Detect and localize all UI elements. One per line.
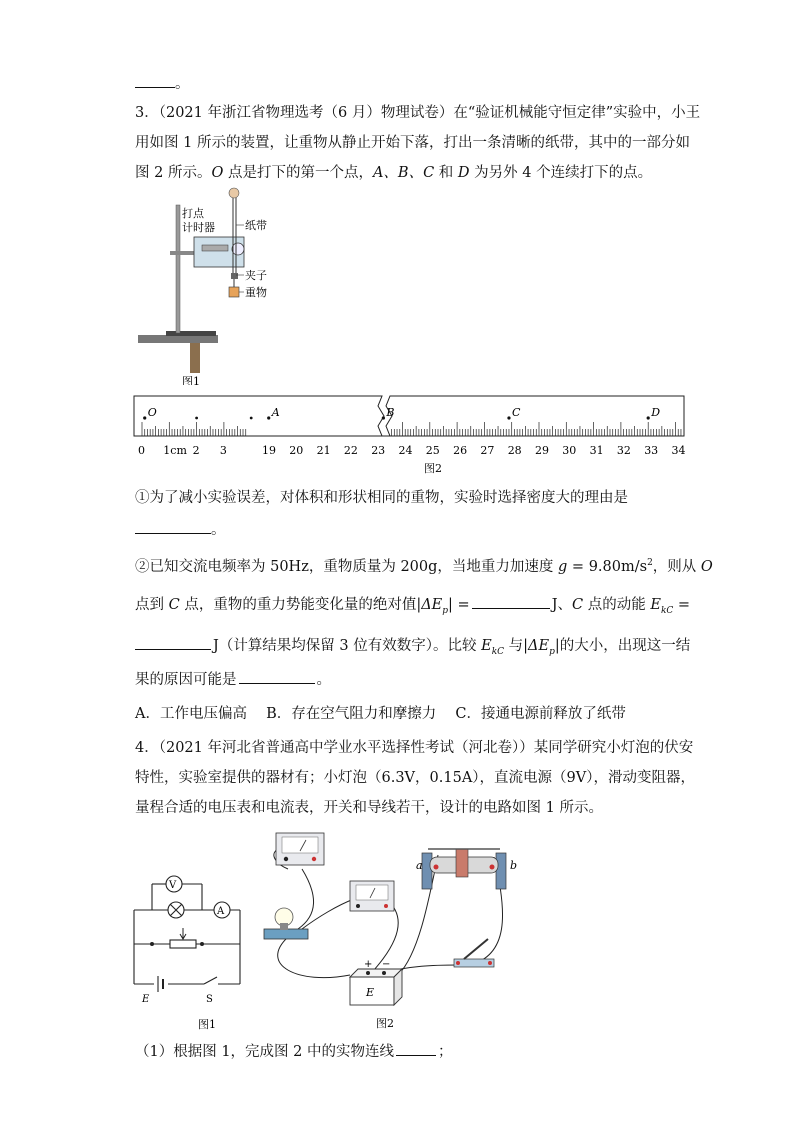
tape-dot bbox=[195, 417, 198, 420]
answer-blank-density[interactable] bbox=[135, 519, 211, 534]
stand-pole bbox=[176, 205, 180, 333]
ruler-label: 32 bbox=[616, 444, 631, 457]
tape-point-label: B bbox=[386, 406, 395, 419]
table-leg bbox=[190, 343, 200, 373]
q3-line-3: 图 2 所示。O 点是打下的第一个点，A、B、C 和 D 为另外 4 个连续打下的点。 bbox=[135, 165, 653, 181]
ruler-label: 33 bbox=[644, 444, 659, 457]
label-tape: 纸带 bbox=[245, 219, 267, 232]
tape-dot bbox=[507, 416, 510, 419]
table-top bbox=[138, 335, 218, 343]
ruler-label: 28 bbox=[507, 444, 522, 457]
ruler-label: 24 bbox=[398, 444, 413, 457]
rheostat-symbol bbox=[170, 940, 196, 948]
q3-figure1-apparatus bbox=[130, 185, 290, 385]
battery-device bbox=[350, 969, 402, 1005]
tape-point-label: A bbox=[271, 406, 280, 419]
q4-line-3: 量程合适的电压表和电流表，开关和导线若干，设计的电路如图 1 所示。 bbox=[135, 800, 603, 816]
voltmeter-device bbox=[276, 833, 324, 865]
tape-points bbox=[143, 406, 660, 420]
rheostat-slider bbox=[180, 928, 186, 939]
q4-sub1-line: （1）根据图 1，完成图 2 中的实物连线 ； bbox=[135, 1040, 453, 1061]
q3-s3-line: 点到 C 点，重物的重力势能变化量的绝对值$|\Delta E_p| = J$、C 点的动能 $E_{kC}$ = bbox=[135, 593, 690, 616]
ruler-label: 22 bbox=[343, 444, 358, 457]
answer-blank-wiring[interactable] bbox=[396, 1041, 436, 1056]
ruler-label: 27 bbox=[480, 444, 495, 457]
lamp-device bbox=[264, 908, 308, 939]
ruler-label: 30 bbox=[562, 444, 577, 457]
q3-line-1: 3．（2021 年浙江省物理选考（6 月）物理试卷）在“验证机械能守恒定律”实验中，小王 bbox=[135, 105, 701, 121]
ruler-label: 2 bbox=[192, 444, 200, 457]
tape-left-piece bbox=[134, 396, 384, 436]
ruler-label: 20 bbox=[289, 444, 304, 457]
clip bbox=[231, 273, 238, 279]
q4-line-2: 特性，实验室提供的器材有；小灯泡（6.3V，0.15A），直流电源（9V），滑动变阻器， bbox=[135, 770, 695, 786]
q3-line-2: 用如图 1 所示的装置，让重物从静止开始下落，打出一条清晰的纸带，其中的一部分如 bbox=[135, 135, 690, 151]
rheostat-end-b: b bbox=[510, 859, 518, 872]
ruler-label: 0 bbox=[138, 444, 145, 457]
timer-coil bbox=[202, 245, 228, 251]
voltmeter-label: V bbox=[169, 880, 177, 891]
q4-figure2-apparatus bbox=[258, 825, 538, 1035]
label-weight: 重物 bbox=[245, 286, 267, 299]
q4-line-1: 4．（2021 年河北省普通高中学业水平选择性考试（河北卷））某同学研究小灯泡的伏安 bbox=[135, 740, 694, 756]
battery-plus: + bbox=[364, 959, 373, 970]
ruler-label: 21 bbox=[316, 444, 331, 457]
tape-point-label: D bbox=[651, 406, 661, 419]
q4-fig1-caption: 图1 bbox=[198, 1018, 216, 1031]
ruler-label: 25 bbox=[425, 444, 440, 457]
label-timer-2: 计时器 bbox=[182, 221, 215, 234]
tape-dot bbox=[267, 416, 270, 419]
ruler-label: 29 bbox=[535, 444, 549, 457]
battery-label: E bbox=[142, 994, 150, 1005]
ammeter-label: A bbox=[217, 906, 225, 917]
tape-point-label: O bbox=[147, 406, 157, 419]
ruler-label: 31 bbox=[589, 444, 604, 457]
tape-point-label: C bbox=[511, 406, 521, 419]
ammeter-device bbox=[350, 881, 394, 911]
tape-dot bbox=[382, 416, 385, 419]
junction bbox=[200, 942, 204, 946]
q3-s4-line: J（计算结果均保留 3 位有效数字）。比较 $E_{kC}$ 与$|\Delta E_p|$的大小，出现这一结 bbox=[135, 634, 690, 657]
q3-figure2-ruler bbox=[128, 392, 690, 476]
battery-gap bbox=[154, 976, 168, 992]
rheostat-device bbox=[422, 849, 506, 889]
q4-figure1-circuit bbox=[128, 868, 258, 1033]
tape-dot bbox=[647, 416, 650, 419]
junction bbox=[150, 942, 154, 946]
q3-choices: A．工作电压偏高 B．存在空气阻力和摩擦力 C．接通电源前释放了纸带 bbox=[135, 706, 626, 722]
label-clip: 夹子 bbox=[245, 269, 267, 282]
rheostat-end-a: a bbox=[416, 859, 423, 872]
hand bbox=[229, 188, 239, 198]
answer-blank-reason[interactable] bbox=[239, 669, 315, 684]
weight bbox=[229, 287, 239, 297]
battery-minus: − bbox=[382, 959, 391, 970]
tape-right-piece bbox=[386, 396, 684, 436]
ruler-label: 19 bbox=[262, 444, 276, 457]
fig2-caption: 图2 bbox=[424, 462, 442, 475]
ruler-label: 1cm bbox=[163, 444, 187, 457]
label-timer-1: 打点 bbox=[182, 207, 204, 220]
q3-s5-line: 果的原因可能是 。 bbox=[135, 668, 331, 689]
ruler-ticks bbox=[138, 422, 686, 457]
timer-disc bbox=[232, 243, 244, 255]
ruler-label: 34 bbox=[671, 444, 686, 457]
battery-label-E: E bbox=[366, 986, 375, 999]
switch-label: S bbox=[206, 994, 213, 1005]
tape-dot bbox=[250, 417, 253, 420]
answer-blank-ekc[interactable] bbox=[135, 635, 211, 650]
ruler-label: 26 bbox=[453, 444, 468, 457]
q3-s1-line: ①为了减小实验误差，对体积和形状相同的重物，实验时选择密度大的理由是 bbox=[135, 490, 628, 506]
answer-blank[interactable] bbox=[135, 73, 175, 88]
fig1-caption: 图1 bbox=[182, 375, 200, 385]
ruler-label: 3 bbox=[219, 444, 227, 457]
ruler-label: 23 bbox=[371, 444, 386, 457]
q3-s2-line: ②已知交流电频率为 50Hz，重物质量为 200g，当地重力加速度 $g = 9.80m/s^2$，则从 O bbox=[135, 558, 713, 575]
q3-s1-answer: 。 bbox=[135, 518, 226, 539]
switch-device bbox=[454, 939, 494, 967]
stand-base bbox=[166, 331, 216, 336]
prev-answer-line: 。 bbox=[135, 72, 190, 93]
answer-blank-delta-ep[interactable] bbox=[472, 594, 550, 609]
tape-dot bbox=[143, 416, 146, 419]
q4-fig2-caption: 图2 bbox=[376, 1017, 394, 1030]
